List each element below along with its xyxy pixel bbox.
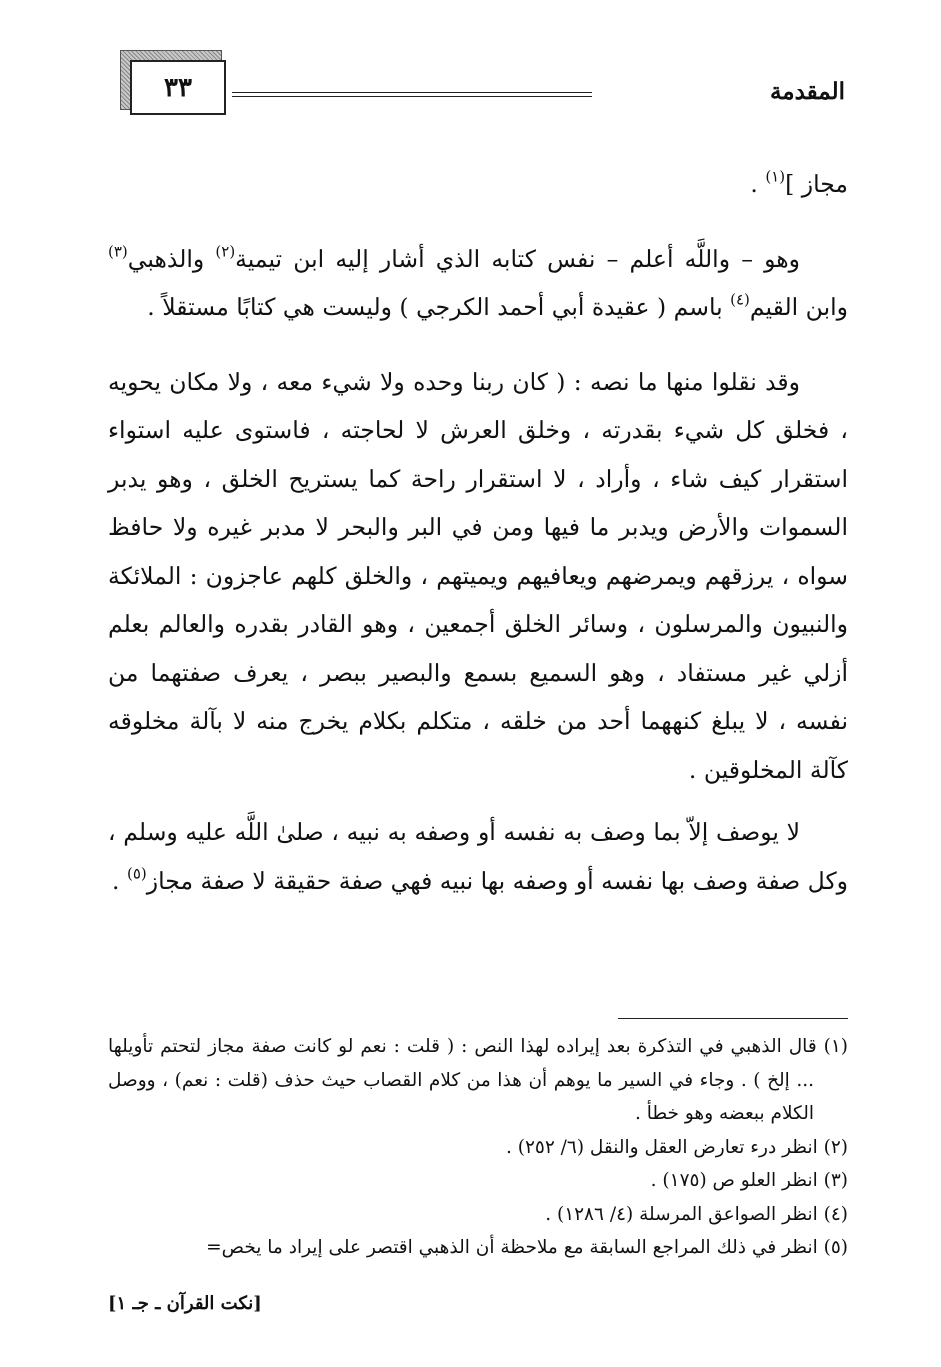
page-number-box <box>130 60 226 115</box>
paragraph-1: مجاز ]$^{(١)}$ . <box>750 167 848 198</box>
footnote-ref: (٣) <box>108 242 128 260</box>
book-signature: [نكت القرآن ـ جـ ١] <box>108 1293 262 1314</box>
paragraph-4: لا يوصف إلاّ بما وصف به نفسه أو وصفه به نبيه ، صلىٰ اللَّه عليه وسلم ، وكل صفة وصف بها نفسه أو وصفه بها نبيه فهي صفة حقيقة لا صفة مجاز$^{(٥)}$ . <box>108 818 848 895</box>
footnote-5: (٥) انظر في ذلك المراجع السابقة مع ملاحظة أن الذهبي اقتصر على إيراد ما يخص= <box>206 1237 848 1258</box>
section-title: المقدمة <box>769 78 845 105</box>
paragraph-2: وهو – واللَّه أعلم – نفس كتابه الذي أشار إليه ابن تيمية$^{(٢)}$ والذهبي$^{(٣)}$ وابن القيم$^{(٤)}$ باسم ( عقيدة أبي أحمد الكرجي ) وليست هي كتابًا مستقلاً . <box>108 242 848 321</box>
footnote-ref: (١) <box>765 167 786 186</box>
paragraph-3: وقد نقلوا منها ما نصه : ( كان ربنا وحده ولا شيء معه ، ولا مكان يحويه ، فخلق كل شيء بقدرته ، وخلق العرش لا لحاجته ، فاستوى عليه استواء استقرار كيف شاء ، وأراد ، لا استقرار راحة كما يستريح الخلق ، وهو يدبر السموات والأرض ويدبر ما فيها ومن في البر والبحر لا مدبر غيره ولا حافظ سواه ، يرزقهم ويمرضهم ويعافيهم ويميتهم ، والخلق كلهم عاجزون : الملائكة والنبيون والمرسلون ، وسائر الخلق أجمعين ، وهو القادر بقدره والعالم بعلم أزلي غير مستفاد ، وهو السميع بسمع والبصير ببصر ، يعرف صفتهما من نفسه ، لا يبلغ كنههما أحد من خلقه ، متكلم بكلام يخرج منه لا بآلة مخلوقه كآلة المخلوقين . <box>108 367 848 784</box>
footnote-4: (٤) انظر الصواعق المرسلة (٤/ ١٢٨٦) . <box>545 1203 848 1225</box>
footnote-separator <box>618 1018 848 1019</box>
footnote-1: (١) قال الذهبي في التذكرة بعد إيراده لهذا النص : ( قلت : نعم لو كانت صفة مجاز لتحتم تأويلها ... إلخ ) . وجاء في السير ما يوهم أن هذا من كلام القصاب حيث حذف (قلت : نعم) ، ووصل الكلام ببعضه وهو خطأ . <box>108 1036 848 1124</box>
body-text <box>108 160 848 905</box>
page-number: ٣٣ <box>164 72 192 103</box>
footnote-ref: (٤) <box>730 290 750 309</box>
header-rule <box>232 96 592 97</box>
footnote-ref: (٢) <box>215 242 236 260</box>
footnote-3: (٣) انظر العلو ص (١٧٥) . <box>650 1170 848 1191</box>
footnote-2: (٢) انظر درء تعارض العقل والنقل (٦/ ٢٥٢) . <box>505 1136 848 1158</box>
header-rule <box>232 92 592 93</box>
footnote-ref: (٥) <box>126 864 147 882</box>
footnotes <box>108 1030 848 1265</box>
